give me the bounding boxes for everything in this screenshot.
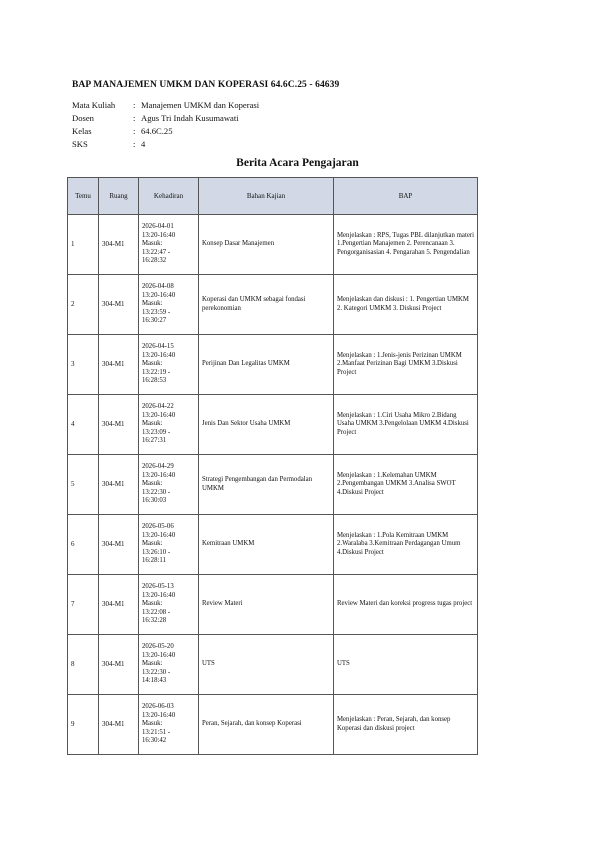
cell-temu: 8 [68,635,99,695]
cell-bap: Menjelaskan : RPS, Tugas PBL dilanjutkan materi 1.Pengertian Manajemen 2. Perencanaan 3. Pengorganisasian 4. Pengarahan 5. Pengendalian [334,215,478,275]
cell-kehadiran: 2026-06-03 13:20-16:40 Masuk: 13:21:51 - 16:30:42 [139,695,199,755]
cell-temu: 7 [68,575,99,635]
info-row-class [72,125,259,138]
cell-ruang: 304-M1 [99,635,139,695]
info-row-course [72,99,259,112]
cell-bahan-kajian: Perijinan Dan Legalitas UMKM [199,335,334,395]
teaching-record-table [67,177,478,755]
info-value: 64.6C.25 [141,126,173,136]
cell-bahan-kajian: Kemitraan UMKM [199,515,334,575]
info-value: Agus Tri Indah Kusumawati [141,113,239,123]
cell-kehadiran: 2026-04-15 13:20-16:40 Masuk: 13:22:19 - 16:28:53 [139,335,199,395]
info-value: 4 [141,139,146,149]
cell-bahan-kajian: Jenis Dan Sektor Usaha UMKM [199,395,334,455]
cell-temu: 5 [68,455,99,515]
cell-ruang: 304-M1 [99,575,139,635]
cell-bahan-kajian: Strategi Pengembangan dan Permodalan UMKM [199,455,334,515]
cell-kehadiran: 2026-04-08 13:20-16:40 Masuk: 13:23:59 - 16:30:27 [139,275,199,335]
table-row [68,455,478,515]
cell-kehadiran: 2026-05-06 13:20-16:40 Masuk: 13:26:10 - 16:28:11 [139,515,199,575]
cell-bahan-kajian: Review Materi [199,575,334,635]
info-value: Manajemen UMKM dan Koperasi [141,100,260,110]
cell-ruang: 304-M1 [99,455,139,515]
column-header-temu: Temu [68,178,99,215]
cell-temu: 6 [68,515,99,575]
table-header-row [68,178,478,215]
document-title: BAP MANAJEMEN UMKM DAN KOPERASI 64.6C.25 - 64639 [72,80,340,90]
cell-temu: 9 [68,695,99,755]
course-info [72,99,259,151]
column-header-kehadiran: Kehadiran [139,178,199,215]
info-row-credits [72,138,259,151]
info-label: Mata Kuliah [72,100,116,110]
cell-bap: Review Materi dan koreksi progress tugas project [334,575,478,635]
info-label: Dosen [72,113,94,123]
table-row [68,695,478,755]
cell-ruang: 304-M1 [99,515,139,575]
cell-bap: Menjelaskan : 1.Pola Kemitraan UMKM 2.Waralaba 3.Kemitraan Perdagangan Umum 4.Diskusi Project [334,515,478,575]
info-separator: : [133,113,136,123]
cell-bap: UTS [334,635,478,695]
cell-kehadiran: 2026-04-22 13:20-16:40 Masuk: 13:23:09 - 16:27:31 [139,395,199,455]
table-row [68,275,478,335]
cell-kehadiran: 2026-05-20 13:20-16:40 Masuk: 13:22:30 - 14:18:43 [139,635,199,695]
cell-bahan-kajian: Koperasi dan UMKM sebagai fondasi perekonomian [199,275,334,335]
info-label: SKS [72,139,88,149]
cell-temu: 2 [68,275,99,335]
table-row [68,215,478,275]
cell-ruang: 304-M1 [99,215,139,275]
info-separator: : [133,126,136,136]
cell-bap: Menjelaskan : 1.Jenis-jenis Perizinan UMKM 2.Manfaat Perizinan Bagi UMKM 3.Diskusi Project [334,335,478,395]
table-row [68,515,478,575]
cell-bahan-kajian: Peran, Sejarah, dan konsep Koperasi [199,695,334,755]
cell-kehadiran: 2026-05-13 13:20-16:40 Masuk: 13:22:08 - 16:32:28 [139,575,199,635]
table-row [68,635,478,695]
table-row [68,335,478,395]
cell-ruang: 304-M1 [99,335,139,395]
cell-temu: 4 [68,395,99,455]
table-row [68,395,478,455]
info-separator: : [133,100,136,110]
cell-ruang: 304-M1 [99,695,139,755]
info-label: Kelas [72,126,92,136]
column-header-bahan-kajian: Bahan Kajian [199,178,334,215]
cell-bap: Menjelaskan : 1.Kelemahan UMKM 2.Pengembangan UMKM 3.Analisa SWOT 4.Diskusi Project [334,455,478,515]
table-row [68,575,478,635]
info-row-lecturer [72,112,259,125]
cell-bap: Menjelaskan dan diskusi : 1. Pengertian UMKM 2. Kategori UMKM 3. Diskusi Project [334,275,478,335]
info-separator: : [133,139,136,149]
cell-temu: 3 [68,335,99,395]
cell-bahan-kajian: UTS [199,635,334,695]
cell-kehadiran: 2026-04-29 13:20-16:40 Masuk: 13:22:30 - 16:30:03 [139,455,199,515]
section-title: Berita Acara Pengajaran [236,157,359,169]
cell-ruang: 304-M1 [99,395,139,455]
cell-bap: Menjelaskan : 1.Ciri Usaha Mikro 2.Bidang Usaha UMKM 3.Pengelolaan UMKM 4.Diskusi Project [334,395,478,455]
cell-kehadiran: 2026-04-01 13:20-16:40 Masuk: 13:22:47 - 16:28:32 [139,215,199,275]
cell-bap: Menjelaskan : Peran, Sejarah, dan konsep Koperasi dan diskusi project [334,695,478,755]
column-header-bap: BAP [334,178,478,215]
cell-temu: 1 [68,215,99,275]
cell-bahan-kajian: Konsep Dasar Manajemen [199,215,334,275]
cell-ruang: 304-M1 [99,275,139,335]
column-header-ruang: Ruang [99,178,139,215]
